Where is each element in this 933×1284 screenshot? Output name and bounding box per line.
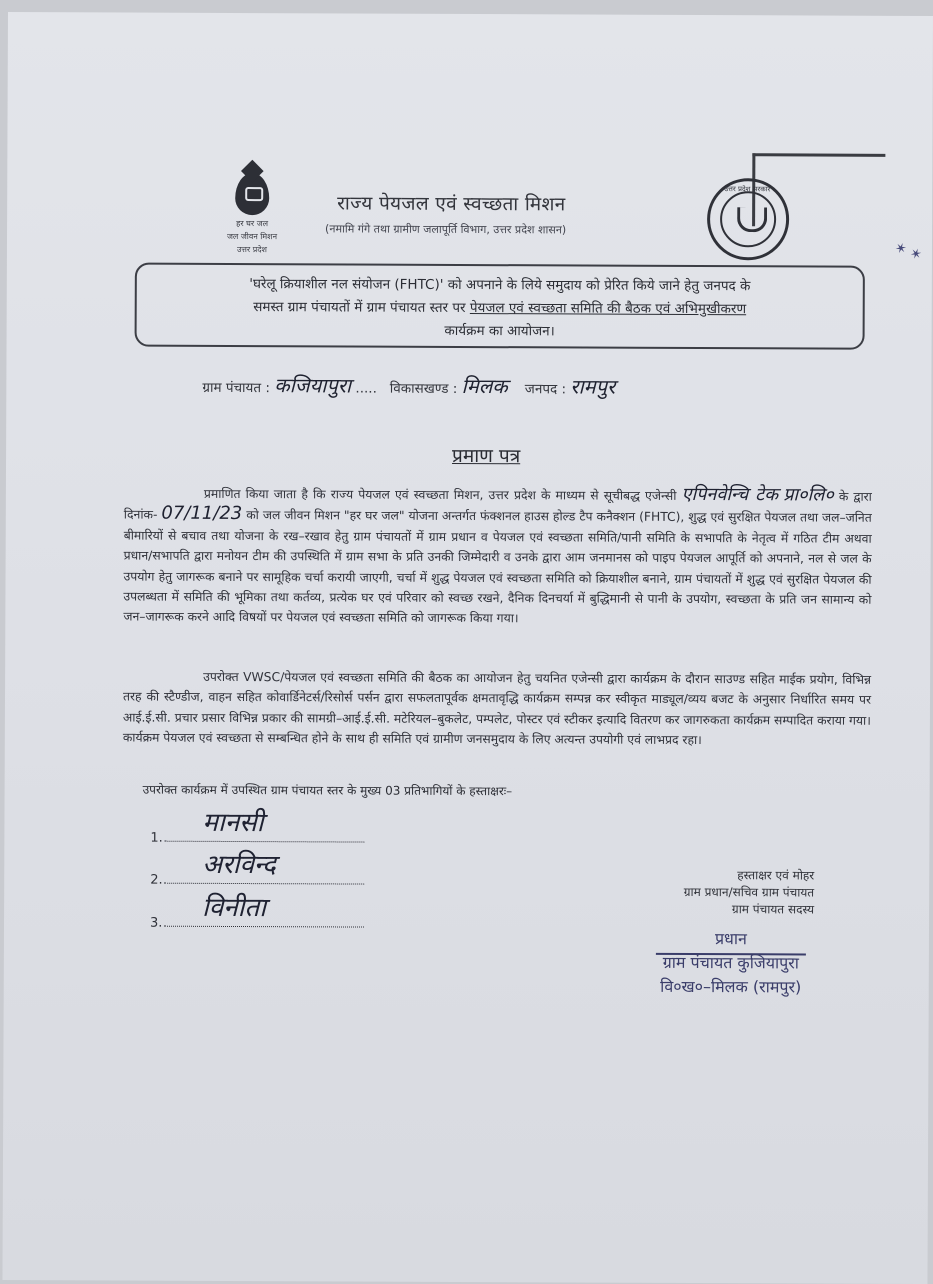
- side-stamp-mark: ✶ ✶: [892, 239, 924, 265]
- district-value: रामपुर: [570, 374, 616, 399]
- certificate-paragraph-1: [123, 483, 872, 631]
- logo-text-1: हर घर जल: [236, 218, 269, 229]
- emblem-bow-icon: [737, 207, 767, 232]
- p1-part-b: के द्वारा दिनांक-: [123, 489, 872, 523]
- certificate-paragraph-2: उपरोक्त VWSC/पेयजल एवं स्वच्छता समिति की बैठक का आयोजन हेतु चयनित एजेन्सी द्वारा कार्यक्रम के दौरान साउण्ड सहित माईक प्रयोग, विभिन्न तरह की स्टैण्डीज, वाहन सहित कोवार्डिनेटर्स/रिसोर्स पर्सन द्वारा सफलतापूर्वक क्षमतावृद्धि कार्यक्रम सम्पन्न कर स्वीकृत माड्यूल/व्यय बजट के अनुसार निर्धारित समय पर आई.ई.सी. प्रचार प्रसार विभिन्न प्रकार की सामग्री–आई.ई.सी. मटेरियल–बुकलेट, पम्पलेट, पोस्टर एवं स्टीकर इत्यादि वितरण कर जागरुकता कार्यक्रम सम्पादित कराया गया। कार्यक्रम पेयजल एवं स्वच्छता से सम्बन्धित होने के साथ ही समिति एवं ग्रामीण जनसमुदाय के लिए अत्यन्त उपयोगी एवं लाभप्रद रहा।: [122, 669, 872, 748]
- signature-name-3: विनीता: [202, 892, 267, 924]
- stamp-line-2: ग्राम पंचायत कुजियापुरा: [662, 952, 800, 973]
- org-subtitle: (नमामि गंगे तथा ग्रामीण जलापूर्ति विभाग, उत्तर प्रदेश शासन): [325, 222, 567, 237]
- agency-name-handwritten: एपिनवेन्चि टेक: [681, 483, 779, 506]
- official-label-1: हस्ताक्षर एवं मोहर: [737, 868, 815, 883]
- official-label-2: ग्राम प्रधान/सचिव ग्राम पंचायत: [683, 884, 815, 900]
- signature-name-2: अरविन्द: [202, 849, 276, 881]
- location-line: ग्राम पंचायत : कजियापुरा ..... विकासखण्ड : मिलक जनपद : रामपुर: [202, 373, 616, 399]
- official-label-3: ग्राम पंचायत सदस्य: [731, 902, 815, 917]
- pradhan-stamp: [656, 927, 806, 1000]
- signature-line-1: [165, 841, 365, 843]
- signature-number-2: 2.: [150, 872, 163, 888]
- signature-row-3: [149, 892, 364, 932]
- signature-number-3: 3.: [149, 915, 163, 931]
- p1-part-c: को जल जीवन मिशन "हर घर जल" योजना अन्तर्गत फंक्शनल हाउस होल्ड टैप कनैक्शन (FHTC), शुद्ध एवं सुरक्षित पेयजल तथा जल–जनित बीमारियों से बचाव तथा योजना के रख–रखाव हेतु ग्राम पंचायतों में ग्राम प्रधान व पेयजल एवं स्वच्छता समिति/पानी समिति के सभापति के नेतृत्व में गठित टीम अथवा प्रधान/सभापति द्वारा मनोयन टीम की उपस्थिति में ग्राम सभा के प्रति उनकी जिम्मेदारी व उनके द्वारा आम जनमानस को पाइप पेयजल आपूर्ति को अपनाने, नल से जल के उपयोग हेतु जागरूक बनाने पर सामूहिक चर्चा करायी जाएगी, चर्चा में शुद्ध पेयजल एवं स्वच्छता समिति को क्रियाशील बनाने, ग्राम पंचायतों में शुद्ध एवं सुरक्षित पेयजल की उपलब्धता में समिति की भूमिका तथा कर्तव्य, प्रत्येक घर एवं परिवार को स्वच्छ रखने, दैनिक दिनचर्या में बुद्धिमानी से पानी के उपयोग, स्वच्छता के प्रति जन सामान्य को जन–जागरूक करने आदि विषयों पर पेयजल एवं स्वच्छता समिति को जागरूक किया गया।: [123, 508, 872, 626]
- signatures-intro: उपरोक्त कार्यक्रम में उपस्थित ग्राम पंचायत स्तर के मुख्य 03 प्रतिभागियों के हस्ताक्षरः–: [142, 782, 513, 799]
- logo-text-2: जल जीवन मिशन: [226, 231, 278, 242]
- subject-line-2-underlined: पेयजल एवं स्वच्छता समिति की बैठक एवं अभिमुखीकरण: [469, 300, 747, 318]
- signature-line-3: [164, 926, 364, 928]
- p1-part-a: प्रमाणित किया जाता है कि राज्य पेयजल एवं स्वच्छता मिशन, उत्तर प्रदेश के माध्यम से सूचीबद्ध एजेन्सी: [203, 486, 677, 503]
- stamp-line-1: प्रधान: [714, 929, 747, 949]
- block-label: विकासखण्ड :: [389, 380, 458, 397]
- subject-box: [135, 263, 865, 350]
- emblem-inner-ring: [720, 191, 776, 247]
- logo-text-3: उत्तर प्रदेश: [236, 245, 267, 255]
- signature-number-1: 1.: [150, 830, 163, 846]
- certificate-title: प्रमाण पत्र: [452, 444, 521, 468]
- document-page: [2, 12, 933, 1284]
- signature-line-2: [165, 883, 365, 885]
- gram-panchayat-value: कजियापुरा: [274, 373, 352, 398]
- gram-panchayat-label: ग्राम पंचायत :: [202, 379, 270, 397]
- water-drop-icon: [235, 173, 269, 215]
- official-sign-labels: [624, 867, 814, 919]
- agency-prefix-handwritten: प्रा०लि०: [783, 484, 834, 506]
- up-government-emblem-icon: [707, 178, 789, 260]
- district-label: जनपद :: [524, 381, 567, 398]
- signature-name-1: मानसी: [202, 807, 264, 839]
- stamp-line-3: वि०ख०–मिलक (रामपुर): [660, 976, 802, 997]
- emblem-text: उत्तर प्रदेश सरकार: [724, 185, 771, 194]
- date-handwritten: 07/11/23: [161, 503, 243, 525]
- subject-line-2-start: समस्त ग्राम पंचायतों में ग्राम पंचायत स्तर पर: [253, 299, 466, 316]
- signature-row-2: [150, 849, 364, 889]
- subject-line-1: 'घरेलू क्रियाशील नल संयोजन (FHTC)' को अपनाने के लिये समुदाय को प्रेरित किये जाने हेतु जनपद के: [249, 276, 751, 295]
- org-title: राज्य पेयजल एवं स्वच्छता मिशन: [337, 192, 566, 216]
- jal-jeevan-mission-logo: [207, 173, 297, 254]
- subject-line-2: [147, 296, 853, 322]
- block-value: मिलक: [461, 373, 508, 399]
- subject-line-3: कार्यक्रम का आयोजन।: [444, 322, 555, 340]
